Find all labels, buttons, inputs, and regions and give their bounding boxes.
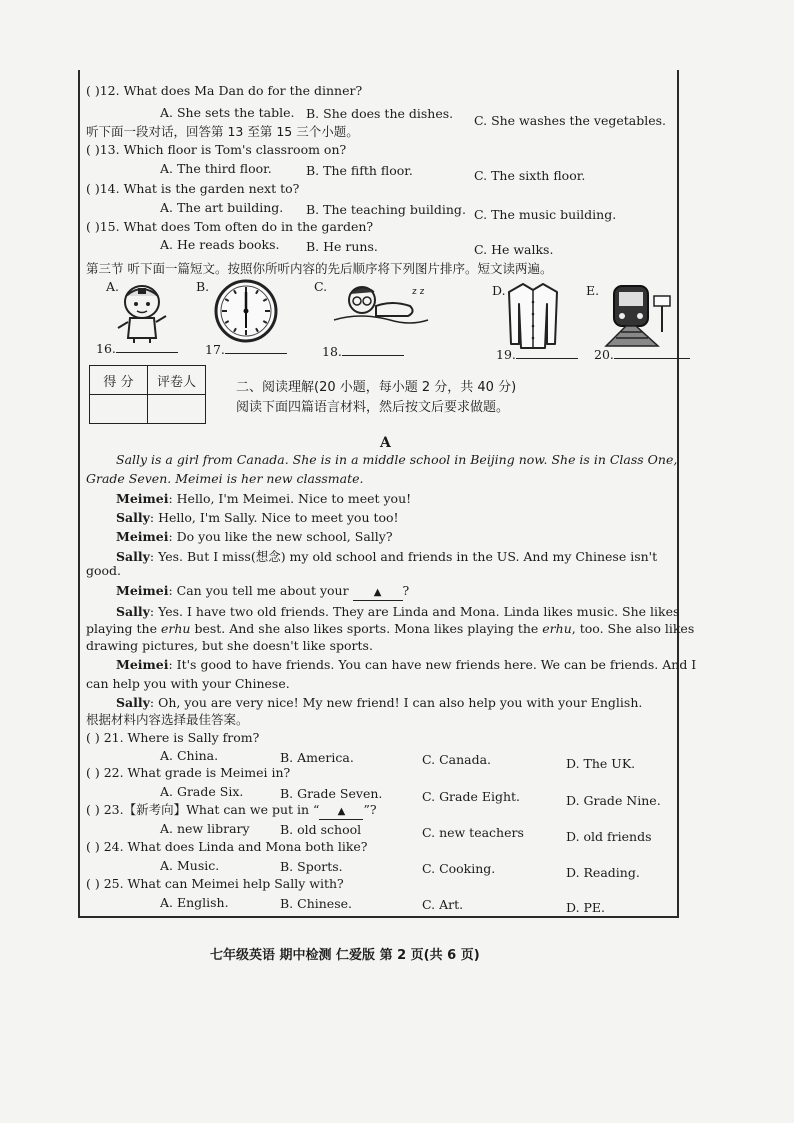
q22-stem: ( ) 22. What grade is Meimei in? xyxy=(86,765,291,780)
answer-blank-19[interactable]: 19. xyxy=(496,347,578,362)
q14-option-a: A. The art building. xyxy=(160,200,284,215)
dialogue-line-7: Meimei: It's good to have friends. You can have new friends here. We can be friends. And I xyxy=(116,657,697,672)
dialogue-line-4-cont: good. xyxy=(86,563,122,578)
dialogue-line-6: Sally: Yes. I have two old friends. They are Linda and Mona. Linda likes music. She likes xyxy=(116,604,680,619)
q25-option-c: C. Art. xyxy=(422,897,464,912)
svg-text:z z: z z xyxy=(412,287,425,297)
q25-option-a: A. English. xyxy=(160,895,229,910)
q25-option-b: B. Chinese. xyxy=(280,896,352,911)
q14-stem: ( )14. What is the garden next to? xyxy=(86,181,300,196)
q15-option-c: C. He walks. xyxy=(474,242,554,257)
grader-cell[interactable] xyxy=(148,395,206,424)
score-header: 得 分 xyxy=(90,366,148,395)
q22-option-b: B. Grade Seven. xyxy=(280,786,383,801)
q22-option-d: D. Grade Nine. xyxy=(566,793,661,808)
instruction-13-15: 听下面一段对话，回答第 13 至第 15 三个小题。 xyxy=(86,124,359,139)
answer-blank-17[interactable]: 17. xyxy=(205,342,287,357)
part2-title: 二、阅读理解(20 小题，每小题 2 分，共 40 分) xyxy=(236,380,517,395)
q24-option-d: D. Reading. xyxy=(566,865,640,880)
blank-triangle: ▲ xyxy=(353,583,403,601)
q12-option-a: A. She sets the table. xyxy=(160,105,295,120)
pic-label-b: B. xyxy=(196,279,210,294)
dialogue-line-6-cont2: drawing pictures, but she doesn't like sports. xyxy=(86,638,373,653)
q15-option-b: B. He runs. xyxy=(306,239,378,254)
q21-stem: ( ) 21. Where is Sally from? xyxy=(86,730,260,745)
passage-title: A xyxy=(380,435,391,451)
passage-intro-line2: Grade Seven. Meimei is her new classmate. xyxy=(86,471,364,486)
q24-stem: ( ) 24. What does Linda and Mona both like? xyxy=(86,839,368,854)
q14-option-c: C. The music building. xyxy=(474,207,617,222)
q25-option-d: D. PE. xyxy=(566,900,606,915)
q23-option-d: D. old friends xyxy=(566,829,652,844)
doctor-cartoon-icon xyxy=(112,282,172,344)
q21-option-b: B. America. xyxy=(280,750,354,765)
dialogue-line-5: Meimei: Can you tell me about your ▲ ? xyxy=(116,583,409,601)
q24-option-b: B. Sports. xyxy=(280,859,343,874)
q21-option-d: D. The UK. xyxy=(566,756,636,771)
section-3-instruction: 第三节 听下面一篇短文。按照你所听内容的先后顺序将下列图片排序。短文读两遍。 xyxy=(86,261,553,276)
dialogue-line-6-cont: playing the erhu best. And she also likes sports. Mona likes playing the erhu, too. She also likes xyxy=(86,621,695,636)
q23-option-b: B. old school xyxy=(280,822,362,837)
q24-option-a: A. Music. xyxy=(160,858,220,873)
q12-option-b: B. She does the dishes. xyxy=(306,106,454,121)
q13-option-b: B. The fifth floor. xyxy=(306,163,413,178)
dialogue-line-8: Sally: Oh, you are very nice! My new friend! I can also help you with your English. xyxy=(116,695,643,710)
pic-label-e: E. xyxy=(586,283,600,298)
score-cell[interactable] xyxy=(90,395,148,424)
dialogue-line-1: Meimei: Hello, I'm Meimei. Nice to meet you! xyxy=(116,491,412,506)
q25-stem: ( ) 25. What can Meimei help Sally with? xyxy=(86,876,344,891)
part2-instruction: 阅读下面四篇语言材料，然后按文后要求做题。 xyxy=(236,400,510,415)
dialogue-line-4: Sally: Yes. But I miss(想念) my old school and friends in the US. And my Chinese isn't xyxy=(116,549,658,564)
q15-stem: ( )15. What does Tom often do in the garden? xyxy=(86,219,374,234)
q24-option-c: C. Cooking. xyxy=(422,861,496,876)
q13-option-c: C. The sixth floor. xyxy=(474,168,586,183)
clock-icon xyxy=(213,278,279,344)
page-footer: 七年级英语 期中检测 仁爱版 第 2 页(共 6 页) xyxy=(210,948,480,963)
train-station-icon xyxy=(596,282,672,348)
q13-stem: ( )13. Which floor is Tom's classroom on? xyxy=(86,142,347,157)
sleeping-boy-icon xyxy=(330,282,430,328)
answer-blank-16[interactable]: 16. xyxy=(96,341,178,356)
q13-option-a: A. The third floor. xyxy=(160,161,272,176)
answer-blank-20[interactable]: 20. xyxy=(594,347,690,362)
q22-option-c: C. Grade Eight. xyxy=(422,789,521,804)
q23-option-c: C. new teachers xyxy=(422,825,524,840)
score-table xyxy=(89,365,206,424)
pic-label-a: A. xyxy=(106,279,120,294)
q12-stem: ( )12. What does Ma Dan do for the dinner? xyxy=(86,83,363,98)
pic-label-d: D. xyxy=(492,283,506,298)
blank-triangle-q23: ▲ xyxy=(319,802,363,820)
q21-option-a: A. China. xyxy=(160,748,219,763)
pic-label-c: C. xyxy=(314,279,328,294)
q21-option-c: C. Canada. xyxy=(422,752,492,767)
q15-option-a: A. He reads books. xyxy=(160,237,280,252)
shirt-icon xyxy=(505,280,561,350)
q23-stem: ( ) 23.【新考向】What can we put in “ ▲ ”? xyxy=(86,802,377,820)
q12-option-c: C. She washes the vegetables. xyxy=(474,113,667,128)
choose-instruction: 根据材料内容选择最佳答案。 xyxy=(86,712,249,727)
dialogue-line-3: Meimei: Do you like the new school, Sally? xyxy=(116,529,393,544)
passage-intro-line1: Sally is a girl from Canada. She is in a middle school in Beijing now. She is in Class One, xyxy=(116,452,678,467)
dialogue-line-2: Sally: Hello, I'm Sally. Nice to meet you too! xyxy=(116,510,399,525)
q23-option-a: A. new library xyxy=(160,821,250,836)
grader-header: 评卷人 xyxy=(148,366,206,395)
dialogue-line-7-cont: can help you with your Chinese. xyxy=(86,676,290,691)
q14-option-b: B. The teaching building. xyxy=(306,202,466,217)
q22-option-a: A. Grade Six. xyxy=(160,784,244,799)
answer-blank-18[interactable]: 18. xyxy=(322,344,404,359)
